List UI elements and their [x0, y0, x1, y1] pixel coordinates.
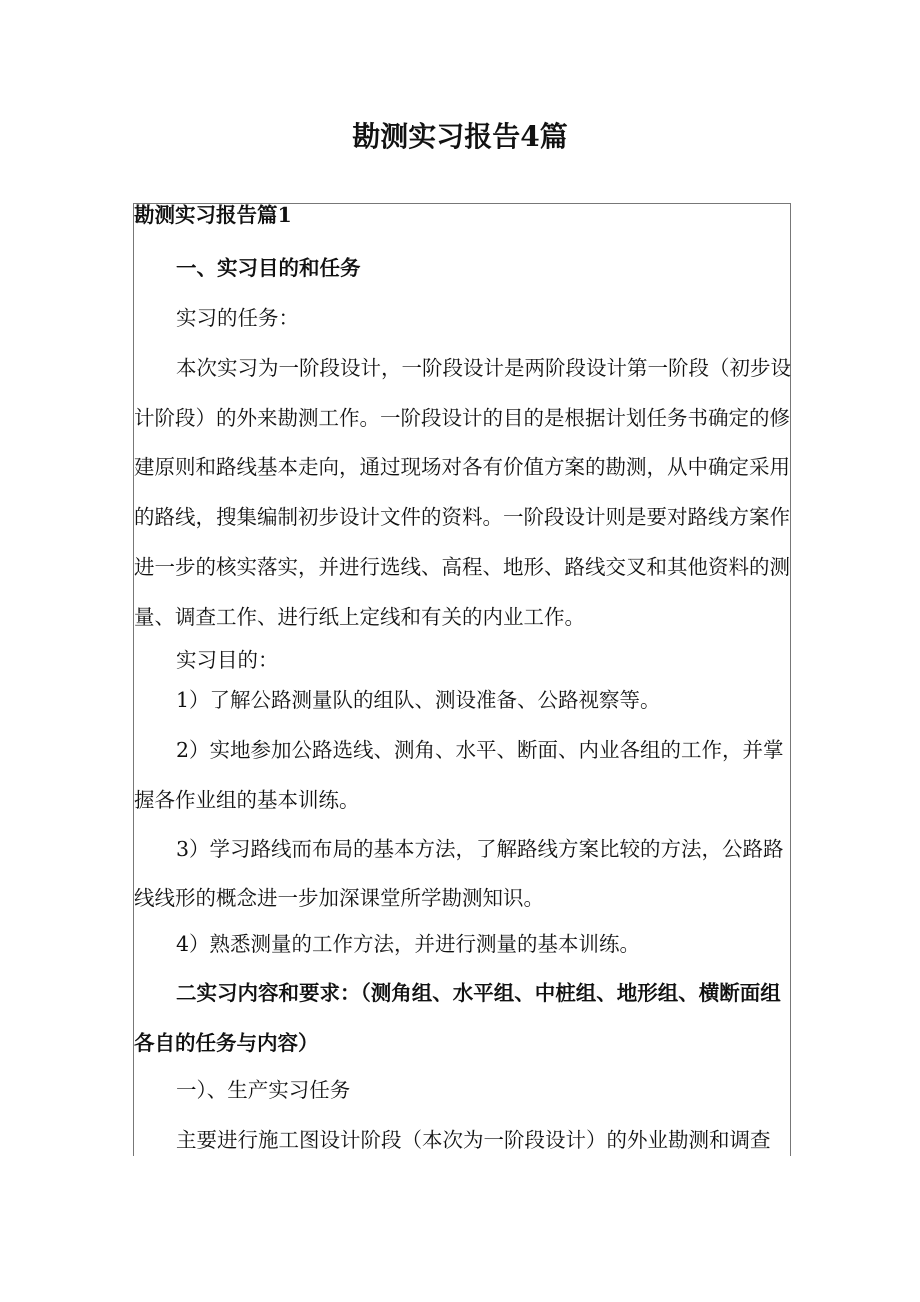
paragraph-line: 量、调查工作、进行纸上定线和有关的内业工作。 — [134, 605, 585, 629]
paragraph-line: 3）学习路线而布局的基本方法，了解路线方案比较的方法，公路路 — [176, 837, 784, 861]
paragraph-line: 主要进行施工图设计阶段（本次为一阶段设计）的外业勘测和调查 — [176, 1128, 771, 1152]
paragraph-line: 一）、生产实习任务 — [176, 1078, 351, 1102]
paragraph-line: 建原则和路线基本走向，通过现场对各有价值方案的勘测，从中确定采用 — [134, 455, 790, 479]
paragraph-line: 实习的任务： — [176, 306, 299, 330]
section-heading-line: 一、实习目的和任务 — [176, 256, 361, 280]
paragraph-line: 的路线，搜集编制初步设计文件的资料。一阶段设计则是要对路线方案作 — [134, 505, 790, 529]
document-title: 勘测实习报告4篇 — [352, 120, 568, 153]
paragraph-line: 握各作业组的基本训练。 — [134, 788, 360, 812]
paragraph-line: 2）实地参加公路选线、测角、水平、断面、内业各组的工作，并掌 — [176, 738, 784, 762]
paragraph-line: 进一步的核实落实，并进行选线、高程、地形、路线交叉和其他资料的测 — [134, 555, 790, 579]
paragraph-line: 实习目的： — [176, 648, 279, 672]
paragraph-line: 1）了解公路测量队的组队、测设准备、公路视察等。 — [176, 688, 661, 712]
section-heading-line: 二实习内容和要求：（测角组、水平组、中桩组、地形组、横断面组 — [176, 981, 781, 1005]
content-frame — [133, 203, 791, 1156]
section-heading-line: 勘测实习报告篇1 — [134, 203, 292, 227]
paragraph-line: 4）熟悉测量的工作方法，并进行测量的基本训练。 — [176, 932, 641, 956]
paragraph-line: 线线形的概念进一步加深课堂所学勘测知识。 — [134, 886, 544, 910]
paragraph-line: 计阶段）的外来勘测工作。一阶段设计的目的是根据计划任务书确定的修 — [134, 406, 790, 430]
section-heading-line: 各自的任务与内容） — [134, 1031, 319, 1055]
paragraph-line: 本次实习为一阶段设计，一阶段设计是两阶段设计第一阶段（初步设 — [176, 356, 791, 380]
